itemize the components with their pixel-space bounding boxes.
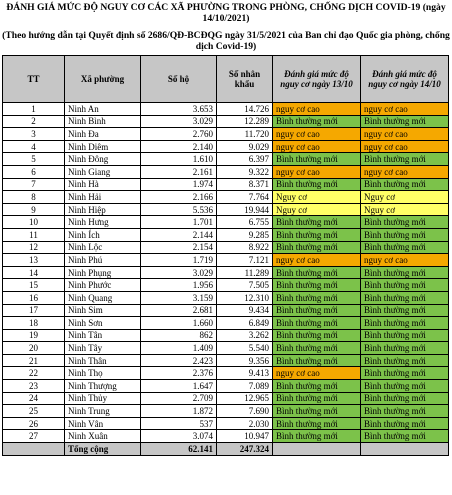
row-population: 8.922 (217, 241, 273, 254)
table-row (3, 153, 449, 166)
row-risk-13: Bình thường mới (273, 153, 361, 166)
row-tt: 10 (3, 216, 65, 229)
row-tt: 25 (3, 405, 65, 418)
row-risk-14: Bình thường mới (361, 380, 449, 393)
row-households: 5.536 (141, 203, 217, 216)
row-name: Ninh Lộc (65, 241, 141, 254)
row-risk-13: Bình thường mới (273, 228, 361, 241)
row-households: 2.709 (141, 392, 217, 405)
row-population: 7.764 (217, 191, 273, 204)
row-tt: 18 (3, 317, 65, 330)
document-title: ĐÁNH GIÁ MỨC ĐỘ NGUY CƠ CÁC XÃ PHƯỜNG TRONG PHÒNG, CHỐNG DỊCH COVID-19 (ngày 14/10/2021) (6, 2, 446, 24)
row-households: 2.376 (141, 367, 217, 380)
row-population: 10.947 (217, 430, 273, 443)
row-households: 1.660 (141, 317, 217, 330)
row-risk-14: Bình thường mới (361, 266, 449, 279)
row-population: 12.310 (217, 291, 273, 304)
table-row (3, 228, 449, 241)
row-tt: 19 (3, 329, 65, 342)
table-row (3, 140, 449, 153)
row-population: 7.505 (217, 279, 273, 292)
row-risk-14: Bình thường mới (361, 329, 449, 342)
row-population: 11.720 (217, 128, 273, 141)
row-risk-14: nguy cơ cao (361, 254, 449, 267)
row-risk-13: Bình thường mới (273, 115, 361, 128)
row-risk-13: Bình thường mới (273, 329, 361, 342)
row-tt: 7 (3, 178, 65, 191)
row-risk-14: nguy cơ cao (361, 165, 449, 178)
table-row (3, 354, 449, 367)
row-tt: 16 (3, 291, 65, 304)
total-households: 62.141 (141, 443, 217, 456)
row-population: 7.121 (217, 254, 273, 267)
row-households: 862 (141, 329, 217, 342)
table-row (3, 417, 449, 430)
table-body (3, 103, 449, 456)
row-name: Ninh Diêm (65, 140, 141, 153)
row-risk-14: Bình thường mới (361, 317, 449, 330)
row-population: 5.540 (217, 342, 273, 355)
row-name: Ninh Xuân (65, 430, 141, 443)
row-households: 2.144 (141, 228, 217, 241)
row-risk-14: nguy cơ cao (361, 140, 449, 153)
row-risk-14: Bình thường mới (361, 115, 449, 128)
row-risk-14: Bình thường mới (361, 367, 449, 380)
table-row (3, 279, 449, 292)
row-name: Ninh Ích (65, 228, 141, 241)
table-row (3, 392, 449, 405)
row-name: Ninh Bình (65, 115, 141, 128)
row-population: 7.089 (217, 380, 273, 393)
row-risk-13: Bình thường mới (273, 279, 361, 292)
table-row (3, 115, 449, 128)
row-risk-13: Bình thường mới (273, 216, 361, 229)
row-risk-13: nguy cơ cao (273, 367, 361, 380)
row-households: 3.029 (141, 266, 217, 279)
row-households: 2.140 (141, 140, 217, 153)
table-row (3, 291, 449, 304)
header-households: Số hộ (141, 56, 217, 103)
row-households: 1.647 (141, 380, 217, 393)
row-name: Ninh Đa (65, 128, 141, 141)
row-households: 2.760 (141, 128, 217, 141)
table-row (3, 103, 449, 116)
row-population: 9.356 (217, 354, 273, 367)
row-risk-13: Bình thường mới (273, 405, 361, 418)
row-name: Ninh Sơn (65, 317, 141, 330)
row-risk-14: Bình thường mới (361, 342, 449, 355)
row-risk-13: Bình thường mới (273, 342, 361, 355)
table-row (3, 329, 449, 342)
row-population: 9.322 (217, 165, 273, 178)
row-households: 537 (141, 417, 217, 430)
row-risk-13: Nguy cơ (273, 191, 361, 204)
table-row (3, 254, 449, 267)
row-risk-14: Bình thường mới (361, 153, 449, 166)
row-population: 9.434 (217, 304, 273, 317)
header-risk-14: Đánh giá mức độ nguy cơ ngày 14/10 (361, 56, 449, 103)
row-name: Ninh Tân (65, 329, 141, 342)
row-risk-13: Bình thường mới (273, 354, 361, 367)
table-row (3, 128, 449, 141)
table-row (3, 317, 449, 330)
row-tt: 8 (3, 191, 65, 204)
row-households: 2.423 (141, 354, 217, 367)
row-risk-13: nguy cơ cao (273, 140, 361, 153)
row-population: 9.413 (217, 367, 273, 380)
row-population: 14.726 (217, 103, 273, 116)
row-population: 12.289 (217, 115, 273, 128)
row-risk-14: Nguy cơ (361, 203, 449, 216)
document-subtitle: (Theo hướng dẫn tại Quyết định số 2686/QĐ-BCĐQG ngày 31/5/2021 của Ban chỉ đạo Quốc gia phòng, chống dịch Covid-19) (2, 30, 450, 52)
row-households: 1.956 (141, 279, 217, 292)
row-population: 12.965 (217, 392, 273, 405)
row-name: Ninh Trung (65, 405, 141, 418)
total-label: Tổng cộng (65, 443, 141, 456)
row-name: Ninh Sim (65, 304, 141, 317)
table-row (3, 216, 449, 229)
row-name: Ninh Giang (65, 165, 141, 178)
header-name: Xã phường (65, 56, 141, 103)
total-row (3, 443, 449, 456)
row-population: 6.397 (217, 153, 273, 166)
row-name: Ninh Đông (65, 153, 141, 166)
table-row (3, 304, 449, 317)
table-row (3, 191, 449, 204)
row-tt: 11 (3, 228, 65, 241)
table-row (3, 405, 449, 418)
table-row (3, 380, 449, 393)
table-row (3, 367, 449, 380)
row-risk-13: nguy cơ cao (273, 165, 361, 178)
row-risk-13: Nguy cơ (273, 203, 361, 216)
row-population: 3.262 (217, 329, 273, 342)
row-name: Ninh Phước (65, 279, 141, 292)
row-tt: 13 (3, 254, 65, 267)
table-row (3, 430, 449, 443)
row-tt: 22 (3, 367, 65, 380)
row-risk-13: nguy cơ cao (273, 128, 361, 141)
row-name: Ninh Thọ (65, 367, 141, 380)
row-tt: 27 (3, 430, 65, 443)
total-empty-cell (3, 443, 65, 456)
row-risk-13: Bình thường mới (273, 241, 361, 254)
total-empty-cell (273, 443, 361, 456)
row-population: 7.690 (217, 405, 273, 418)
row-households: 2.161 (141, 165, 217, 178)
row-households: 2.166 (141, 191, 217, 204)
row-tt: 24 (3, 392, 65, 405)
row-risk-14: Bình thường mới (361, 228, 449, 241)
row-name: Ninh Hưng (65, 216, 141, 229)
row-name: Ninh Phụng (65, 266, 141, 279)
row-households: 2.154 (141, 241, 217, 254)
table-row (3, 178, 449, 191)
row-name: Ninh Hà (65, 178, 141, 191)
header-risk-13: Đánh giá mức độ nguy cơ ngày 13/10 (273, 56, 361, 103)
table-header-row (3, 56, 449, 103)
row-risk-13: Bình thường mới (273, 317, 361, 330)
row-risk-14: nguy cơ cao (361, 128, 449, 141)
row-risk-13: Bình thường mới (273, 266, 361, 279)
row-risk-13: nguy cơ cao (273, 254, 361, 267)
row-name: Ninh Phú (65, 254, 141, 267)
row-risk-14: Bình thường mới (361, 216, 449, 229)
row-households: 1.610 (141, 153, 217, 166)
row-tt: 26 (3, 417, 65, 430)
row-risk-14: Bình thường mới (361, 241, 449, 254)
row-tt: 23 (3, 380, 65, 393)
row-tt: 21 (3, 354, 65, 367)
row-tt: 3 (3, 128, 65, 141)
table-row (3, 241, 449, 254)
row-population: 11.289 (217, 266, 273, 279)
row-risk-14: Bình thường mới (361, 291, 449, 304)
row-name: Ninh An (65, 103, 141, 116)
row-population: 9.029 (217, 140, 273, 153)
row-households: 1.409 (141, 342, 217, 355)
row-tt: 5 (3, 153, 65, 166)
row-tt: 15 (3, 279, 65, 292)
row-risk-13: Bình thường mới (273, 178, 361, 191)
row-risk-13: Bình thường mới (273, 430, 361, 443)
row-risk-14: Bình thường mới (361, 392, 449, 405)
row-name: Ninh Quang (65, 291, 141, 304)
table-row (3, 266, 449, 279)
row-risk-13: Bình thường mới (273, 291, 361, 304)
row-risk-13: Bình thường mới (273, 380, 361, 393)
total-empty-cell (361, 443, 449, 456)
row-households: 1.719 (141, 254, 217, 267)
row-tt: 14 (3, 266, 65, 279)
row-population: 2.030 (217, 417, 273, 430)
table-row (3, 203, 449, 216)
row-name: Ninh Thân (65, 354, 141, 367)
row-risk-13: nguy cơ cao (273, 103, 361, 116)
row-risk-14: Bình thường mới (361, 279, 449, 292)
row-risk-13: Bình thường mới (273, 417, 361, 430)
row-tt: 9 (3, 203, 65, 216)
row-risk-14: Bình thường mới (361, 354, 449, 367)
row-population: 6.755 (217, 216, 273, 229)
row-population: 19.944 (217, 203, 273, 216)
row-tt: 4 (3, 140, 65, 153)
table-row (3, 165, 449, 178)
row-tt: 6 (3, 165, 65, 178)
row-risk-14: Bình thường mới (361, 417, 449, 430)
total-population: 247.324 (217, 443, 273, 456)
row-name: Ninh Thủy (65, 392, 141, 405)
row-name: Ninh Hải (65, 191, 141, 204)
row-population: 8.371 (217, 178, 273, 191)
row-population: 6.849 (217, 317, 273, 330)
row-risk-13: Bình thường mới (273, 304, 361, 317)
row-tt: 2 (3, 115, 65, 128)
row-tt: 20 (3, 342, 65, 355)
row-households: 3.159 (141, 291, 217, 304)
row-name: Ninh Vân (65, 417, 141, 430)
row-tt: 17 (3, 304, 65, 317)
row-tt: 12 (3, 241, 65, 254)
row-name: Ninh Thượng (65, 380, 141, 393)
row-risk-14: Bình thường mới (361, 430, 449, 443)
row-risk-14: Nguy cơ (361, 191, 449, 204)
row-risk-13: Bình thường mới (273, 392, 361, 405)
row-risk-14: Bình thường mới (361, 405, 449, 418)
row-households: 2.681 (141, 304, 217, 317)
row-households: 1.701 (141, 216, 217, 229)
row-population: 9.285 (217, 228, 273, 241)
row-risk-14: Bình thường mới (361, 178, 449, 191)
row-risk-14: Bình thường mới (361, 304, 449, 317)
table-row (3, 342, 449, 355)
row-risk-14: nguy cơ cao (361, 103, 449, 116)
risk-assessment-table (2, 55, 449, 456)
row-tt: 1 (3, 103, 65, 116)
row-households: 3.029 (141, 115, 217, 128)
row-households: 1.872 (141, 405, 217, 418)
row-households: 1.974 (141, 178, 217, 191)
row-households: 3.653 (141, 103, 217, 116)
header-population: Số nhân khẩu (217, 56, 273, 103)
row-households: 3.074 (141, 430, 217, 443)
header-tt: TT (3, 56, 65, 103)
row-name: Ninh Hiệp (65, 203, 141, 216)
row-name: Ninh Tây (65, 342, 141, 355)
